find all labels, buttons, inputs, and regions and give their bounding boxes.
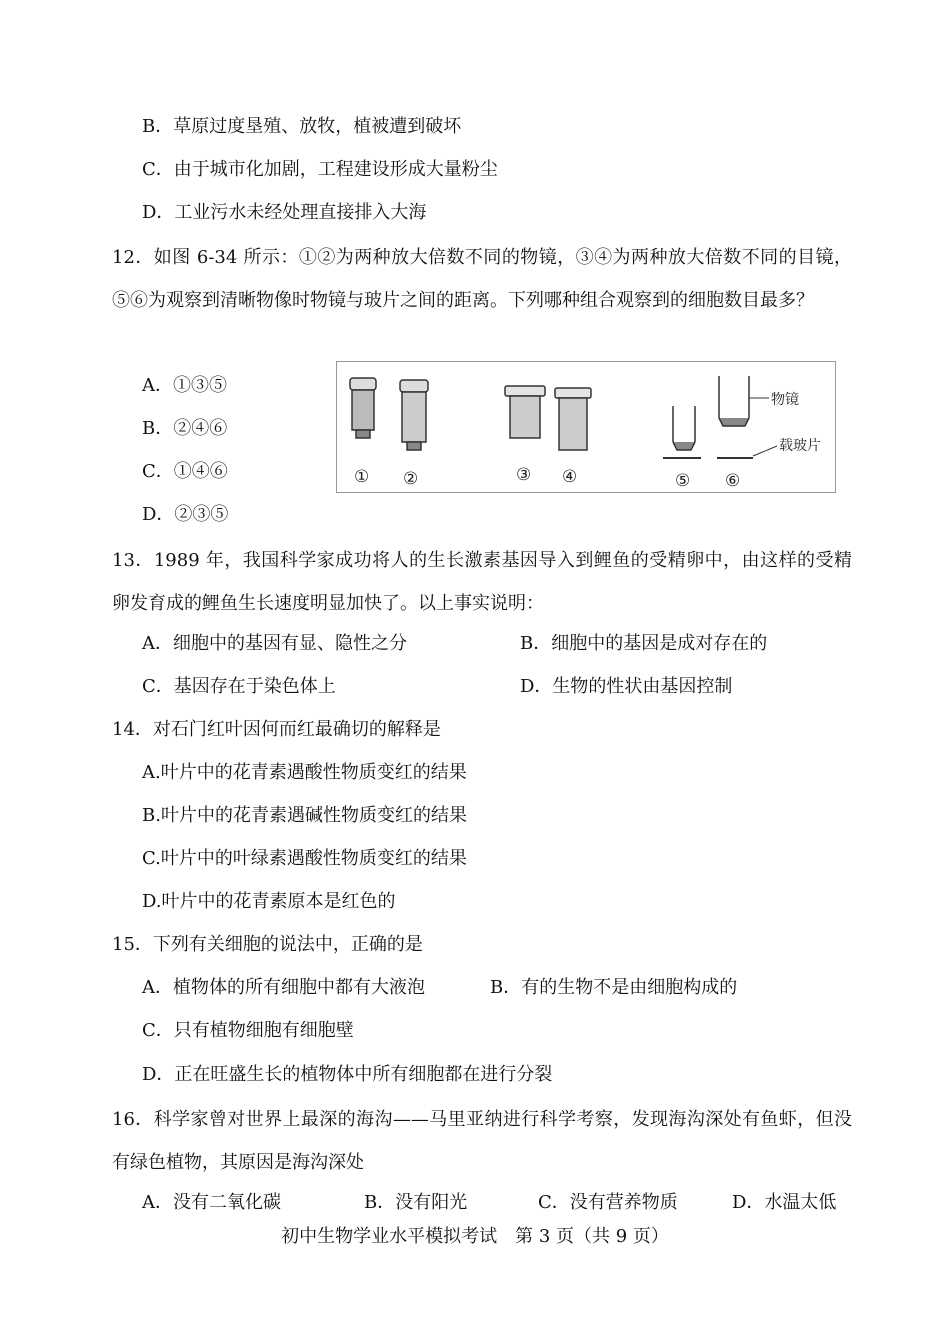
objective-lens-2 <box>400 380 428 450</box>
q12-stem: 12．如图 6-34 所示：①②为两种放大倍数不同的物镜，③④为两种放大倍数不同的目镜，⑤⑥为观察到清晰物像时物镜与玻片之间的距离。下列哪种组合观察到的细胞数目最多？ <box>112 247 852 311</box>
eyepiece-4 <box>555 388 591 450</box>
figure-number-1: ① <box>354 467 370 487</box>
q13-option-c: C．基因存在于染色体上 <box>142 676 336 697</box>
q16-option-a: A．没有二氧化碳 <box>142 1192 281 1213</box>
eyepiece-3 <box>505 386 545 438</box>
q13-stem: 13．1989 年，我国科学家成功将人的生长激素基因导入到鲤鱼的受精卵中，由这样的受精卵发育成的鲤鱼生长速度明显加快了。以上事实说明： <box>112 550 852 614</box>
q15-option-d: D．正在旺盛生长的植物体中所有细胞都在进行分裂 <box>142 1064 553 1085</box>
distance-5 <box>663 406 701 458</box>
figure-number-3: ③ <box>516 465 532 485</box>
q12-option-d: D．②③⑤ <box>142 504 229 525</box>
label-slide: 载玻片 <box>779 438 821 454</box>
q15-option-a: A．植物体的所有细胞中都有大液泡 <box>142 977 425 998</box>
q15-option-c: C．只有植物细胞有细胞壁 <box>142 1020 354 1041</box>
figure-number-6: ⑥ <box>725 471 741 491</box>
q16-stem: 16．科学家曾对世界上最深的海沟——马里亚纳进行科学考察，发现海沟深处有鱼虾，但没有绿色植物，其原因是海沟深处 <box>112 1109 852 1173</box>
label-objective: 物镜 <box>771 392 799 408</box>
q16-option-c: C．没有营养物质 <box>538 1192 678 1213</box>
distance-6 <box>717 376 777 458</box>
page-footer: 初中生物学业水平模拟考试 第 3 页（共 9 页） <box>281 1226 669 1247</box>
q11-option-c: C．由于城市化加剧，工程建设形成大量粉尘 <box>142 159 498 180</box>
q14-option-a: A.叶片中的花青素遇酸性物质变红的结果 <box>142 762 467 783</box>
microscope-lens-figure <box>336 361 836 493</box>
objective-lens-1 <box>350 378 376 438</box>
q14-option-d: D.叶片中的花青素原本是红色的 <box>142 891 396 912</box>
figure-number-2: ② <box>403 469 419 489</box>
q11-option-b: B．草原过度垦殖、放牧，植被遭到破坏 <box>142 116 462 137</box>
q13-option-d: D．生物的性状由基因控制 <box>520 676 733 697</box>
q16-option-d: D．水温太低 <box>732 1192 837 1213</box>
q12-option-c: C．①④⑥ <box>142 461 228 482</box>
q14-option-b: B.叶片中的花青素遇碱性物质变红的结果 <box>142 805 467 826</box>
q14-stem: 14．对石门红叶因何而红最确切的解释是 <box>112 719 441 740</box>
q13-option-b: B．细胞中的基因是成对存在的 <box>520 633 768 654</box>
q12-option-b: B．②④⑥ <box>142 418 228 439</box>
q15-option-b: B．有的生物不是由细胞构成的 <box>490 977 738 998</box>
q12-option-a: A．①③⑤ <box>142 375 227 396</box>
q15-stem: 15．下列有关细胞的说法中，正确的是 <box>112 934 423 955</box>
q14-option-c: C.叶片中的叶绿素遇酸性物质变红的结果 <box>142 848 467 869</box>
q11-option-d: D．工业污水未经处理直接排入大海 <box>142 202 427 223</box>
q16-option-b: B．没有阳光 <box>364 1192 468 1213</box>
figure-number-4: ④ <box>562 467 578 487</box>
q13-option-a: A．细胞中的基因有显、隐性之分 <box>142 633 407 654</box>
figure-number-5: ⑤ <box>675 471 691 491</box>
lens-diagram <box>337 362 835 492</box>
